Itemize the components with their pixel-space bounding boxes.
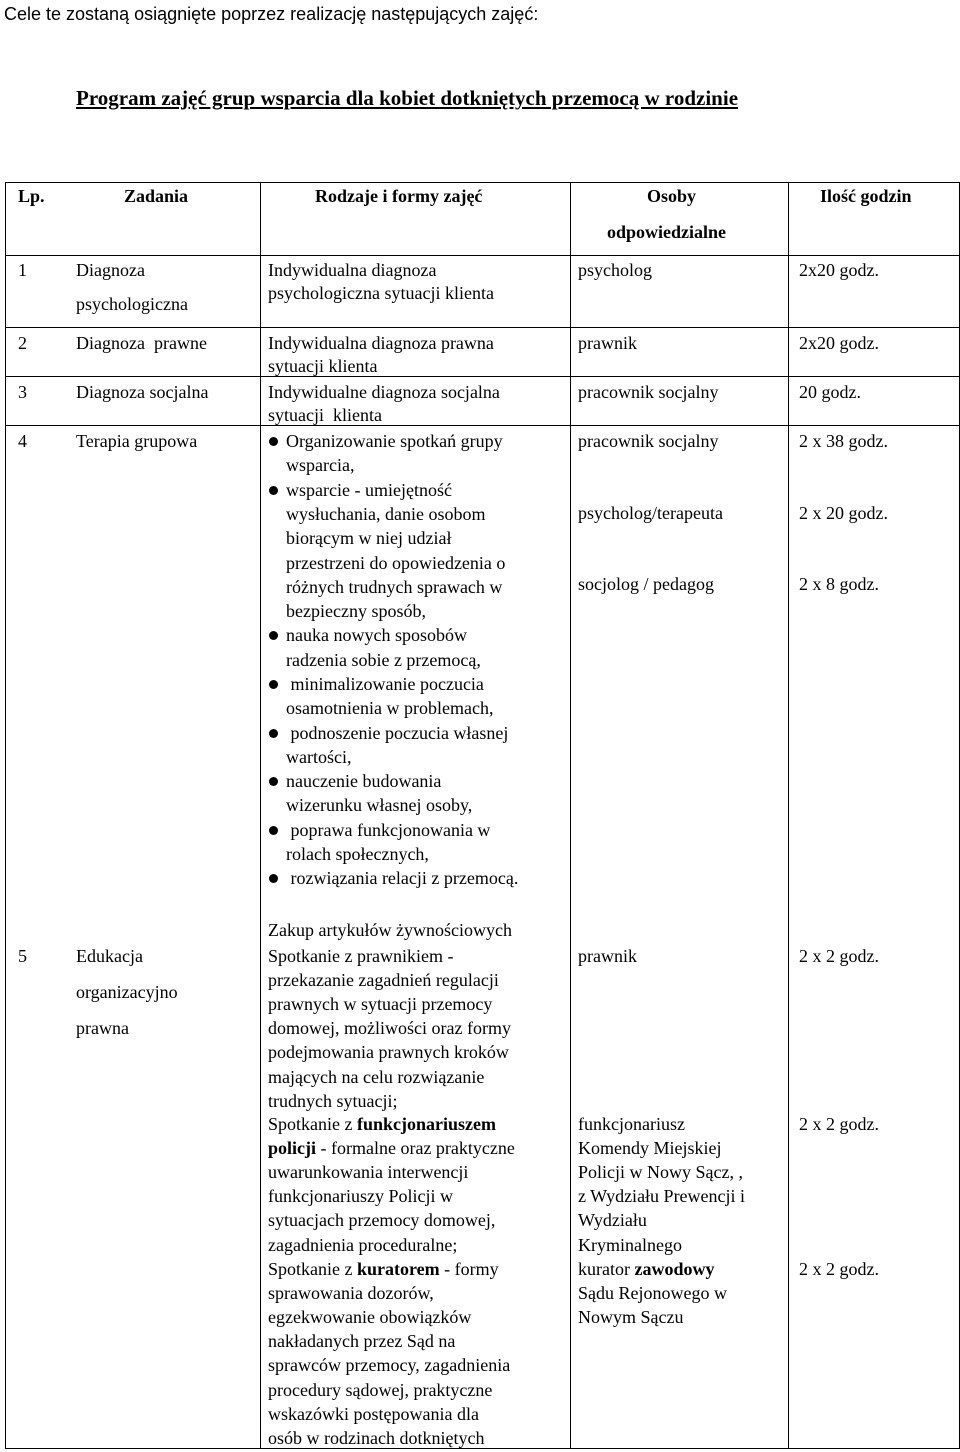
form-text-segment: przekazanie zagadnień regulacji: [268, 970, 499, 990]
bullet-text: rozwiązania relacji z przemocą.: [286, 868, 519, 888]
bullet-text: przestrzeni do opowiedzenia o: [286, 553, 506, 573]
form-text: sytuacji klienta: [268, 356, 378, 376]
bullet-icon: [269, 680, 278, 689]
task-name: Terapia grupowa: [76, 431, 198, 451]
form-text: [268, 944, 453, 968]
hours-value: 2 x 2 godz.: [799, 946, 879, 966]
bullet-icon: [269, 486, 278, 495]
form-text-segment: - formy: [439, 1259, 499, 1279]
header-ilosc: Ilość godzin: [820, 186, 912, 206]
hours-value: 2 x 2 godz.: [799, 1259, 879, 1279]
hours-value: 2 x 8 godz.: [799, 574, 879, 594]
responsible-person: [578, 1160, 743, 1184]
form-text-segment: sprawowania dozorów,: [268, 1283, 434, 1303]
bullet-text: podnoszenie poczucia własnej: [286, 723, 509, 743]
table-rule: [5, 376, 960, 377]
form-text-segment: Spotkanie z: [268, 1114, 357, 1134]
responsible-person-segment: Wydziału: [578, 1210, 647, 1230]
bullet-text: różnych trudnych sprawach w: [286, 577, 503, 597]
form-text-segment: policji: [268, 1138, 316, 1158]
table-rule: [5, 255, 960, 256]
form-text: [268, 1016, 511, 1040]
form-text-segment: - formalne oraz praktyczne: [316, 1138, 515, 1158]
table-rule: [5, 182, 960, 183]
bullet-text: wysłuchania, danie osobom: [286, 504, 486, 524]
form-text-segment: zagadnienia proceduralne;: [268, 1235, 458, 1255]
responsible-person: [578, 1208, 647, 1232]
form-text: [268, 1329, 455, 1353]
form-text: sytuacji klienta: [268, 405, 382, 425]
form-text-segment: Spotkanie z: [268, 1259, 357, 1279]
responsible-person-segment: zawodowy: [634, 1259, 715, 1279]
responsible-person-segment: funkcjonariusz: [578, 1114, 685, 1134]
form-text: [268, 1305, 471, 1329]
form-text: psychologiczna sytuacji klienta: [268, 283, 494, 303]
header-rodzaje: Rodzaje i formy zajęć: [315, 186, 483, 206]
responsible-person: pracownik socjalny: [578, 382, 719, 402]
intro-text: Cele te zostaną osiągnięte poprzez realizację następujących zajęć:: [4, 4, 539, 24]
form-text: [268, 1378, 492, 1402]
form-text-segment: sytuacjach przemocy domowej,: [268, 1210, 496, 1230]
responsible-person: socjolog / pedagog: [578, 574, 714, 594]
form-text: [268, 1136, 515, 1160]
responsible-person-segment: kurator: [578, 1259, 635, 1279]
bullet-text: osamotnienia w problemach,: [286, 698, 494, 718]
form-text-segment: egzekwowanie obowiązków: [268, 1307, 472, 1327]
form-text: [268, 1040, 509, 1064]
form-text-segment: kuratorem: [356, 1259, 440, 1279]
responsible-person-segment: Kryminalnego: [578, 1235, 682, 1255]
bullet-text: radzenia sobie z przemocą,: [286, 650, 481, 670]
table-rule: [788, 182, 789, 1449]
form-text-segment: procedury sądowej, praktyczne: [268, 1380, 493, 1400]
bullet-text: rolach społecznych,: [286, 844, 429, 864]
form-text: [268, 1089, 397, 1113]
row-number: 1: [18, 260, 27, 280]
bullet-text: bezpieczny sposób,: [286, 601, 426, 621]
table-rule: [5, 425, 960, 426]
responsible-person: psycholog: [578, 260, 652, 280]
form-text: [268, 968, 499, 992]
form-text-segment: Spotkanie z prawnikiem -: [268, 946, 454, 966]
responsible-person-segment: prawnik: [578, 946, 637, 966]
form-text-segment: prawnych w sytuacji przemocy: [268, 994, 493, 1014]
bullet-icon: [269, 437, 278, 446]
hours-value: 20 godz.: [799, 382, 861, 402]
form-text: [268, 1065, 484, 1089]
task-name: Diagnoza: [76, 260, 145, 280]
form-text-segment: domowej, możliwości oraz formy: [268, 1018, 511, 1038]
form-text-segment: funkcjonariuszem: [356, 1114, 496, 1134]
program-title: Program zajęć grup wsparcia dla kobiet dotkniętych przemocą w rodzinie: [76, 86, 739, 110]
bullet-text: wartości,: [286, 747, 352, 767]
task-name: Diagnoza socjalna: [76, 382, 209, 402]
task-name: organizacyjno: [76, 982, 178, 1002]
responsible-person: [578, 944, 637, 968]
responsible-person-segment: z Wydziału Prewencji i: [578, 1186, 746, 1206]
row-number: 2: [18, 333, 27, 353]
form-text-segment: sprawców przemocy, zagadnienia: [268, 1355, 511, 1375]
hours-value: 2x20 godz.: [799, 260, 879, 280]
header-zadania: Zadania: [124, 186, 189, 206]
task-name: Diagnoza prawne: [76, 333, 207, 353]
bullet-text: biorącym w niej udział: [286, 528, 452, 548]
hours-value: 2x20 godz.: [799, 333, 879, 353]
responsible-person-segment: Sądu Rejonowego w: [578, 1283, 727, 1303]
form-text-segment: funkcjonariuszy Policji w: [268, 1186, 453, 1206]
form-text: [268, 992, 492, 1016]
bullet-icon: [269, 729, 278, 738]
form-text: Indywidualna diagnoza: [268, 260, 437, 280]
form-text: [268, 1160, 468, 1184]
task-name: psychologiczna: [76, 294, 188, 314]
form-text-segment: mających na celu rozwiązanie: [268, 1067, 485, 1087]
form-text-segment: podejmowania prawnych kroków: [268, 1042, 509, 1062]
bullet-text: wsparcia,: [286, 455, 355, 475]
row-number: 5: [18, 946, 27, 966]
form-text-segment: uwarunkowania interwencji: [268, 1162, 469, 1182]
form-text: [268, 1426, 484, 1450]
task-name: prawna: [76, 1018, 129, 1038]
task-name: Edukacja: [76, 946, 143, 966]
bullet-text: nauka nowych sposobów: [286, 625, 467, 645]
form-text: [268, 1257, 499, 1281]
header-osoby: Osoby: [647, 186, 697, 206]
form-text: Zakup artykułów żywnościowych: [268, 920, 512, 940]
form-text: [268, 1353, 510, 1377]
responsible-person: [578, 1281, 727, 1305]
header-lp: Lp.: [18, 186, 45, 206]
form-text-segment: osób w rodzinach dotkniętych: [268, 1428, 485, 1448]
bullet-text: Organizowanie spotkań grupy: [286, 431, 503, 451]
bullet-text: wizerunku własnej osoby,: [286, 795, 473, 815]
responsible-person: psycholog/terapeuta: [578, 503, 723, 523]
row-number: 3: [18, 382, 27, 402]
form-text-segment: nakładanych przez Sąd na: [268, 1331, 456, 1351]
responsible-person: [578, 1305, 683, 1329]
form-text: Indywidualna diagnoza prawna: [268, 333, 494, 353]
responsible-person-segment: Nowym Sączu: [578, 1307, 684, 1327]
responsible-person: [578, 1136, 721, 1160]
responsible-person: [578, 1184, 745, 1208]
table-rule: [570, 182, 571, 1449]
form-text: [268, 1233, 457, 1257]
form-text-segment: wskazówki postępowania dla: [268, 1404, 479, 1424]
form-text-segment: trudnych sytuacji;: [268, 1091, 398, 1111]
bullet-text: minimalizowanie poczucia: [286, 674, 484, 694]
hours-value: 2 x 20 godz.: [799, 503, 888, 523]
bullet-text: wsparcie - umiejętność: [286, 480, 452, 500]
hours-value: 2 x 38 godz.: [799, 431, 888, 451]
form-text: [268, 1281, 434, 1305]
form-text: [268, 1184, 453, 1208]
header-osoby-2: odpowiedzialne: [607, 222, 727, 242]
table-rule: [5, 182, 6, 1449]
responsible-person: [578, 1112, 685, 1136]
row-number: 4: [18, 431, 27, 451]
form-text: [268, 1208, 495, 1232]
form-text: Indywidualne diagnoza socjalna: [268, 382, 500, 402]
bullet-text: nauczenie budowania: [286, 771, 442, 791]
table-rule: [5, 327, 960, 328]
responsible-person: [578, 1257, 714, 1281]
responsible-person-segment: Policji w Nowy Sącz, ,: [578, 1162, 743, 1182]
table-rule: [260, 182, 261, 1449]
hours-value: 2 x 2 godz.: [799, 1114, 879, 1134]
responsible-person: [578, 1233, 682, 1257]
bullet-icon: [269, 826, 278, 835]
responsible-person: prawnik: [578, 333, 637, 353]
form-text: [268, 1112, 496, 1136]
responsible-person: pracownik socjalny: [578, 431, 719, 451]
bullet-text: poprawa funkcjonowania w: [286, 820, 491, 840]
responsible-person-segment: Komendy Miejskiej: [578, 1138, 722, 1158]
form-text: [268, 1402, 479, 1426]
